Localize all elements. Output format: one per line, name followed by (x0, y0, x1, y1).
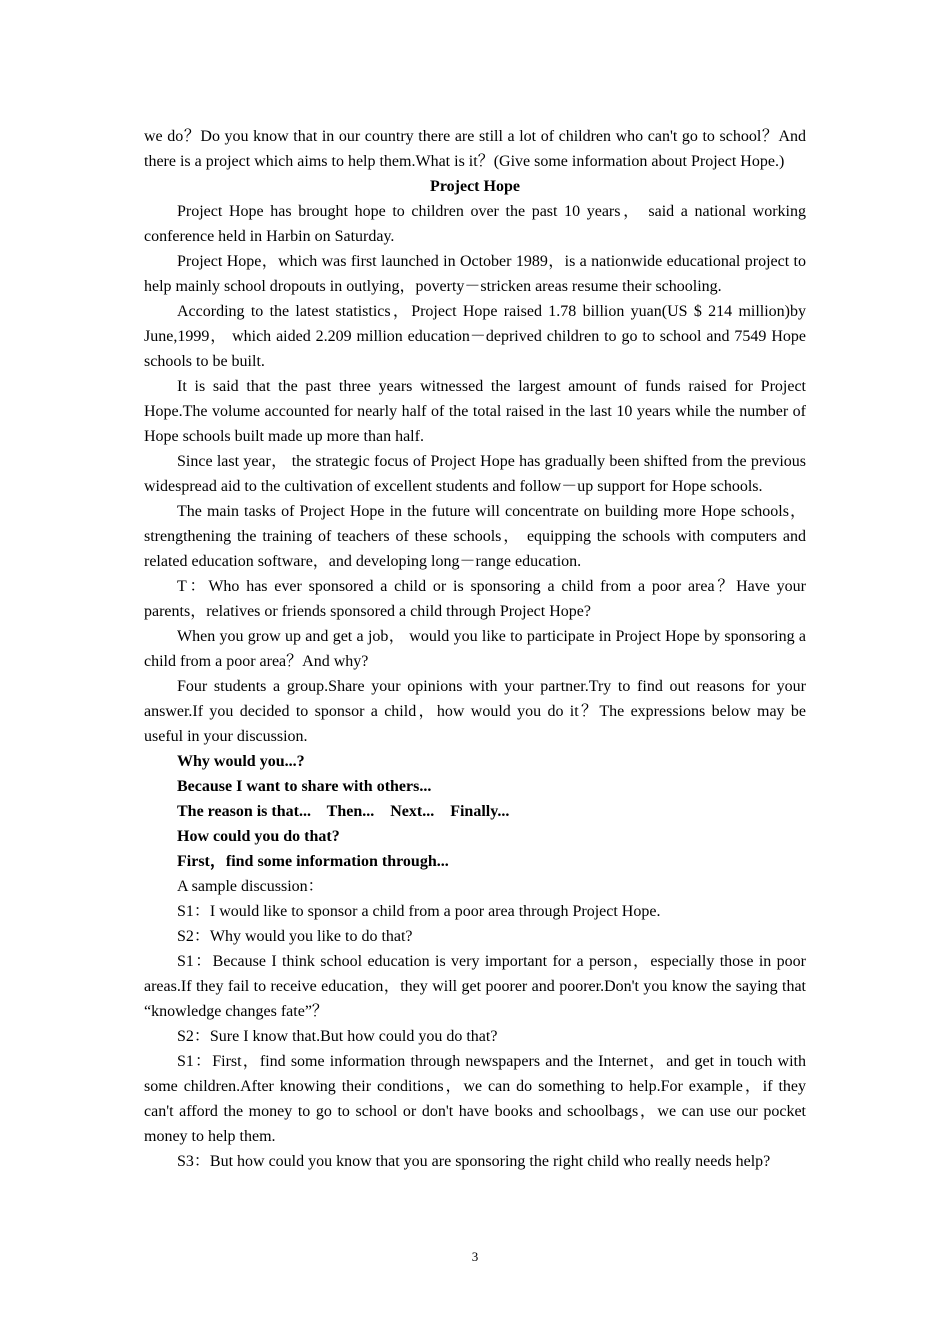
student-question: When you grow up and get a job， would you like to participate in Project Hope by sponsoring a child from a poor area？And why? (144, 628, 806, 670)
discussion-line-4: S2：Sure I know that.But how could you do that? (177, 1028, 498, 1045)
article-paragraph-3: According to the latest statistics，Project Hope raised 1.78 billion yuan(US $ 214 million)by June,1999， which aided 2.209 million education－deprived children to go to school and 7549 Hope schools to be built. (144, 303, 806, 370)
intro-paragraph: we do？Do you know that in our country there are still a lot of children who can't go to school？And there is a project which aims to help them.What is it？(Give some information about Project Hope.) (144, 128, 806, 170)
expression-2: Because I want to share with others... (177, 778, 432, 795)
discussion-line-6: S3：But how could you know that you are sponsoring the right child who really needs help? (177, 1153, 771, 1170)
discussion-label: A sample discussion： (177, 878, 324, 895)
discussion-line-1: S1：I would like to sponsor a child from a poor area through Project Hope. (177, 903, 661, 920)
discussion-line-2: S2：Why would you like to do that? (177, 928, 413, 945)
document-body (144, 124, 806, 1174)
article-paragraph-5: Since last year， the strategic focus of Project Hope has gradually been shifted from the previous widespread aid to the cultivation of excellent students and follow－up support for Hope schools. (144, 453, 806, 495)
discussion-line-3: S1：Because I think school education is very important for a person，especially those in poor areas.If they fail to receive education，they will get poorer and poorer.Don't you know the saying that “knowledge changes fate”？ (144, 953, 806, 1020)
page-number: 3 (471, 1249, 479, 1264)
expression-5: First，find some information through... (177, 853, 449, 870)
group-instruction: Four students a group.Share your opinions with your partner.Try to find out reasons for your answer.If you decided to sponsor a child，how would you do it？The expressions below may be useful in your discussion. (144, 678, 806, 745)
discussion-line-5: S1：First，find some information through newspapers and the Internet，and get in touch with some children.After knowing their conditions，we can do something to help.For example，if they can't afford the money to go to school or don't have books and schoolbags，we can use our pocket money to help them. (144, 1053, 806, 1145)
article-paragraph-2: Project Hope，which was first launched in October 1989，is a nationwide educational project to help mainly school dropouts in outlying，poverty－stricken areas resume their schooling. (144, 253, 806, 295)
article-paragraph-4: It is said that the past three years witnessed the largest amount of funds raised for Project Hope.The volume accounted for nearly half of the total raised in the last 10 years while the number of Hope schools built made up more than half. (144, 378, 806, 445)
expression-3: The reason is that... Then... Next... Finally... (177, 803, 510, 820)
expression-4: How could you do that? (177, 828, 340, 845)
article-title: Project Hope (430, 178, 520, 195)
article-paragraph-6: The main tasks of Project Hope in the future will concentrate on building more Hope schools， strengthening the training of teachers of these schools， equipping the schools with computers and related education software，and developing long－range education. (144, 503, 806, 570)
article-paragraph-1: Project Hope has brought hope to children over the past 10 years， said a national working conference held in Harbin on Saturday. (144, 203, 807, 245)
teacher-question: T：Who has ever sponsored a child or is sponsoring a child from a poor area？Have your parents，relatives or friends sponsored a child through Project Hope? (144, 578, 806, 620)
expression-1: Why would you...? (177, 753, 305, 770)
